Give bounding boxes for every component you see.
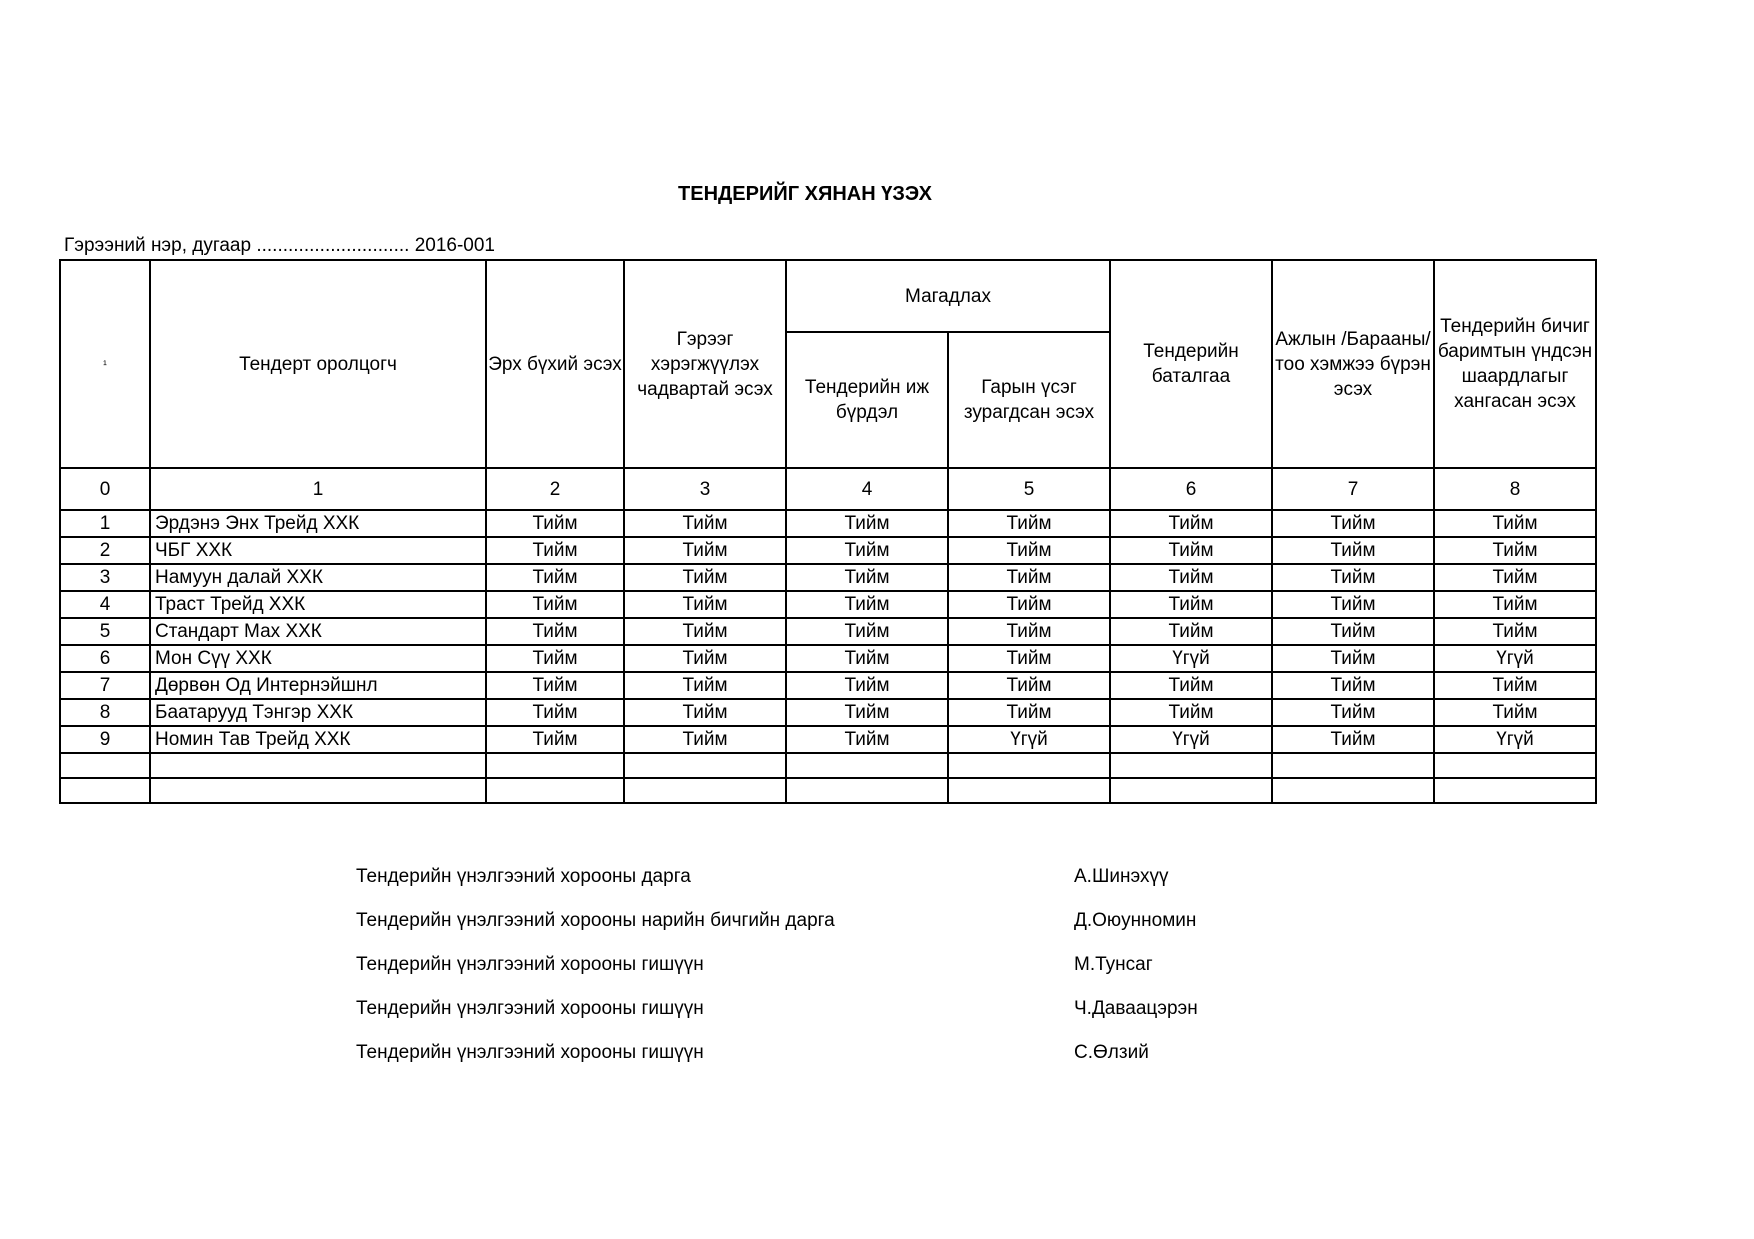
answer-cell: Тийм xyxy=(1272,699,1434,726)
answer-cell: Тийм xyxy=(486,618,624,645)
header-signed: Гарын үсэг зурагдсан эсэх xyxy=(948,332,1110,468)
answer-cell: Тийм xyxy=(786,618,948,645)
header-complete-set: Тендерийн иж бүрдэл xyxy=(786,332,948,468)
answer-cell xyxy=(1434,753,1596,778)
answer-cell xyxy=(948,778,1110,803)
row-number-cell: 9 xyxy=(60,726,150,753)
column-number-cell: 8 xyxy=(1434,468,1596,510)
answer-cell: Тийм xyxy=(1272,726,1434,753)
column-number-cell: 6 xyxy=(1110,468,1272,510)
answer-cell: Тийм xyxy=(786,564,948,591)
row-number-cell xyxy=(60,753,150,778)
row-number-cell: 6 xyxy=(60,645,150,672)
row-number-cell: 5 xyxy=(60,618,150,645)
answer-cell: Тийм xyxy=(486,645,624,672)
answer-cell: Тийм xyxy=(486,564,624,591)
answer-cell: Үгүй xyxy=(1434,645,1596,672)
table-row xyxy=(60,753,1596,778)
answer-cell: Тийм xyxy=(1110,699,1272,726)
answer-cell: Тийм xyxy=(486,537,624,564)
table-row xyxy=(60,778,1596,803)
header-authorized: Эрх бүхий эсэх xyxy=(486,260,624,468)
answer-cell: Тийм xyxy=(486,699,624,726)
signatory-name: Ч.Даваацэрэн xyxy=(1074,998,1198,1019)
column-number-cell: 4 xyxy=(786,468,948,510)
tender-review-table xyxy=(59,259,1597,804)
answer-cell: Тийм xyxy=(948,672,1110,699)
header-index: ¹ xyxy=(60,260,150,468)
answer-cell: Тийм xyxy=(624,699,786,726)
answer-cell: Тийм xyxy=(1434,564,1596,591)
signature-role: Тендерийн үнэлгээний хорооны гишүүн xyxy=(356,954,704,975)
answer-cell: Тийм xyxy=(948,564,1110,591)
column-number-cell: 5 xyxy=(948,468,1110,510)
table-row xyxy=(60,591,1596,618)
answer-cell: Тийм xyxy=(486,591,624,618)
answer-cell: Тийм xyxy=(1110,618,1272,645)
row-number-cell xyxy=(60,778,150,803)
table-row xyxy=(60,537,1596,564)
participant-name-cell: Дөрвөн Од Интернэйшнл xyxy=(150,672,486,699)
participant-name-cell: Баатарууд Тэнгэр ХХК xyxy=(150,699,486,726)
answer-cell: Тийм xyxy=(624,618,786,645)
row-number-cell: 2 xyxy=(60,537,150,564)
answer-cell: Тийм xyxy=(1110,564,1272,591)
answer-cell: Тийм xyxy=(786,591,948,618)
row-number-cell: 1 xyxy=(60,510,150,537)
answer-cell: Тийм xyxy=(624,645,786,672)
answer-cell: Тийм xyxy=(1434,699,1596,726)
answer-cell: Тийм xyxy=(624,537,786,564)
signature-role: Тендерийн үнэлгээний хорооны дарга xyxy=(356,866,691,887)
participant-name-cell xyxy=(150,778,486,803)
column-number-cell: 2 xyxy=(486,468,624,510)
answer-cell xyxy=(948,753,1110,778)
header-requirements-met: Тендерийн бичиг баримтын үндсэн шаардлагыг хангасан эсэх xyxy=(1434,260,1596,468)
answer-cell xyxy=(1110,753,1272,778)
participant-name-cell: Эрдэнэ Энх Трейд ХХК xyxy=(150,510,486,537)
row-number-cell: 7 xyxy=(60,672,150,699)
answer-cell: Тийм xyxy=(624,510,786,537)
participant-name-cell: Стандарт Мах ХХК xyxy=(150,618,486,645)
table-row xyxy=(60,510,1596,537)
answer-cell: Үгүй xyxy=(1110,726,1272,753)
answer-cell: Тийм xyxy=(624,726,786,753)
answer-cell: Тийм xyxy=(486,726,624,753)
header-participant: Тендерт оролцогч xyxy=(150,260,486,468)
table-row xyxy=(60,618,1596,645)
answer-cell: Тийм xyxy=(948,645,1110,672)
answer-cell: Тийм xyxy=(948,699,1110,726)
row-number-cell: 4 xyxy=(60,591,150,618)
answer-cell xyxy=(1272,778,1434,803)
answer-cell: Тийм xyxy=(624,672,786,699)
header-verification-group: Магадлах xyxy=(786,260,1110,332)
answer-cell: Тийм xyxy=(786,645,948,672)
signature-role: Тендерийн үнэлгээний хорооны гишүүн xyxy=(356,1042,704,1063)
signatory-name: М.Тунсаг xyxy=(1074,954,1153,975)
table-row xyxy=(60,564,1596,591)
answer-cell: Тийм xyxy=(1110,591,1272,618)
header-guarantee: Тендерийн баталгаа xyxy=(1110,260,1272,468)
column-number-cell: 0 xyxy=(60,468,150,510)
answer-cell: Тийм xyxy=(486,510,624,537)
column-number-row xyxy=(60,468,1596,510)
participant-name-cell xyxy=(150,753,486,778)
answer-cell: Тийм xyxy=(1272,618,1434,645)
signatory-name: С.Өлзий xyxy=(1074,1042,1149,1063)
answer-cell xyxy=(486,778,624,803)
answer-cell: Тийм xyxy=(786,726,948,753)
participant-name-cell: Номин Тав Трейд ХХК xyxy=(150,726,486,753)
header-capable: Гэрээг хэрэгжүүлэх чадвартай эсэх xyxy=(624,260,786,468)
answer-cell: Үгүй xyxy=(948,726,1110,753)
participant-name-cell: Траст Трейд ХХК xyxy=(150,591,486,618)
answer-cell: Тийм xyxy=(1272,564,1434,591)
row-number-cell: 8 xyxy=(60,699,150,726)
answer-cell: Тийм xyxy=(786,537,948,564)
table-row xyxy=(60,699,1596,726)
contract-line: Гэрээний нэр, дугаар ............................. 2016-001 xyxy=(64,235,495,256)
answer-cell: Тийм xyxy=(486,672,624,699)
document-title: ТЕНДЕРИЙГ ХЯНАН ҮЗЭХ xyxy=(678,183,932,205)
answer-cell xyxy=(1110,778,1272,803)
answer-cell: Тийм xyxy=(1110,537,1272,564)
answer-cell: Тийм xyxy=(1434,510,1596,537)
answer-cell: Тийм xyxy=(1434,537,1596,564)
answer-cell: Тийм xyxy=(948,537,1110,564)
answer-cell: Тийм xyxy=(1434,618,1596,645)
answer-cell: Үгүй xyxy=(1110,645,1272,672)
answer-cell: Тийм xyxy=(786,510,948,537)
answer-cell: Үгүй xyxy=(1434,726,1596,753)
answer-cell: Тийм xyxy=(624,564,786,591)
signature-role: Тендерийн үнэлгээний хорооны гишүүн xyxy=(356,998,704,1019)
signatory-name: А.Шинэхүү xyxy=(1074,866,1169,887)
header-row xyxy=(60,260,1596,332)
answer-cell xyxy=(786,753,948,778)
answer-cell: Тийм xyxy=(948,618,1110,645)
answer-cell: Тийм xyxy=(624,591,786,618)
answer-cell: Тийм xyxy=(1110,672,1272,699)
answer-cell: Тийм xyxy=(1272,645,1434,672)
answer-cell: Тийм xyxy=(1272,537,1434,564)
table-row xyxy=(60,672,1596,699)
answer-cell xyxy=(1272,753,1434,778)
column-number-cell: 1 xyxy=(150,468,486,510)
answer-cell: Тийм xyxy=(948,591,1110,618)
table-row xyxy=(60,726,1596,753)
answer-cell xyxy=(624,753,786,778)
answer-cell: Тийм xyxy=(1434,591,1596,618)
column-number-cell: 3 xyxy=(624,468,786,510)
answer-cell xyxy=(1434,778,1596,803)
answer-cell: Тийм xyxy=(1434,672,1596,699)
answer-cell: Тийм xyxy=(1110,510,1272,537)
answer-cell: Тийм xyxy=(948,510,1110,537)
answer-cell: Тийм xyxy=(1272,510,1434,537)
participant-name-cell: Намуун далай ХХК xyxy=(150,564,486,591)
signature-role: Тендерийн үнэлгээний хорооны нарийн бичгийн дарга xyxy=(356,910,835,931)
column-number-cell: 7 xyxy=(1272,468,1434,510)
answer-cell: Тийм xyxy=(1272,591,1434,618)
answer-cell xyxy=(786,778,948,803)
header-quantity-complete: Ажлын /Барааны/ тоо хэмжээ бүрэн эсэх xyxy=(1272,260,1434,468)
signatory-name: Д.Оюунномин xyxy=(1074,910,1197,931)
answer-cell xyxy=(624,778,786,803)
answer-cell: Тийм xyxy=(786,672,948,699)
row-number-cell: 3 xyxy=(60,564,150,591)
table-row xyxy=(60,645,1596,672)
answer-cell: Тийм xyxy=(1272,672,1434,699)
answer-cell: Тийм xyxy=(786,699,948,726)
participant-name-cell: Мон Сүү ХХК xyxy=(150,645,486,672)
participant-name-cell: ЧБГ ХХК xyxy=(150,537,486,564)
answer-cell xyxy=(486,753,624,778)
